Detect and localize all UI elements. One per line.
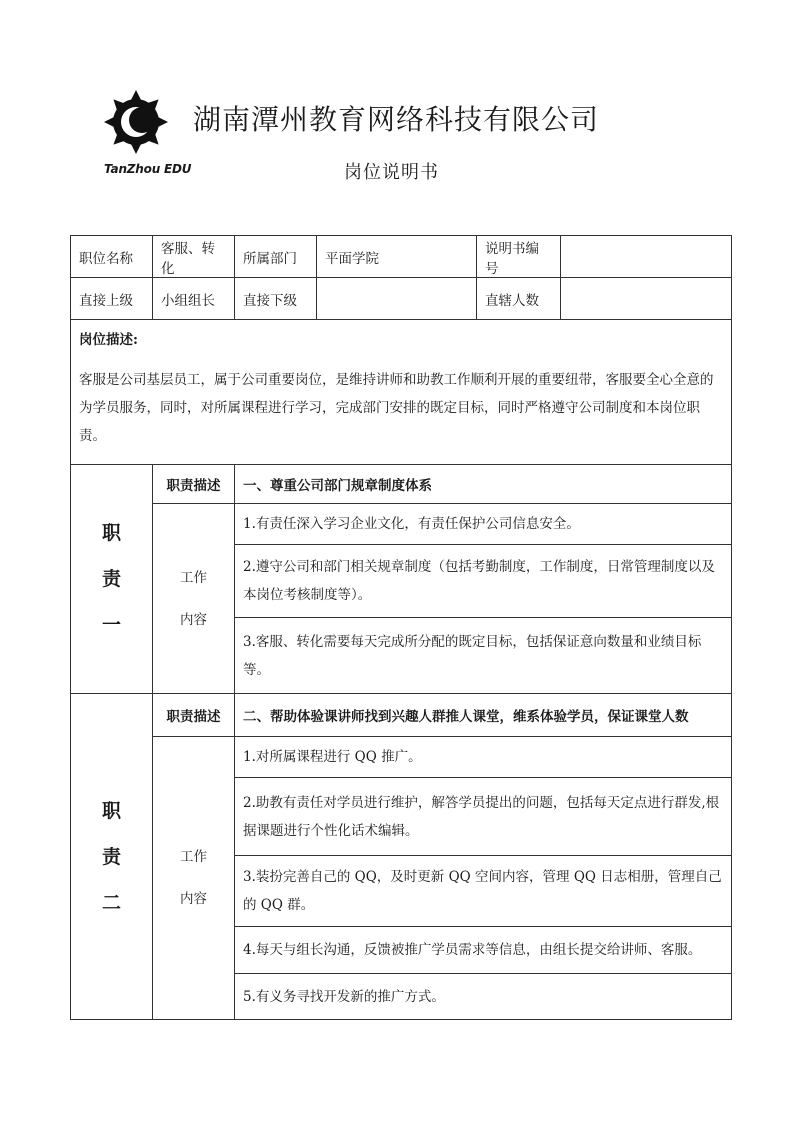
- duty2-item-3: 3.装扮完善自己的 QQ，及时更新 QQ 空间内容，管理 QQ 日志相册，管理自己的 QQ 群。: [235, 856, 732, 927]
- duty1-item-3: 3.客服、转化需要每天完成所分配的既定目标，包括保证意向数量和业绩目标等。: [235, 618, 732, 694]
- doc-no-label: 说明书编号: [477, 236, 561, 278]
- duty2-content-label-line: 工作: [180, 849, 207, 865]
- duty1-label-line: 职: [101, 522, 121, 544]
- duty2-item-1: 1.对所属课程进行 QQ 推广。: [235, 737, 732, 778]
- duty2-label-line: 责: [101, 845, 121, 868]
- duty2-desc-label: 职责描述: [153, 694, 235, 737]
- dept-label: 所属部门: [235, 236, 317, 278]
- duty2-label-line: 二: [101, 891, 121, 914]
- description-cell: [71, 320, 732, 465]
- duty1-label-line: 一: [101, 614, 121, 636]
- duty2-desc-value: 二、帮助体验课讲师找到兴趣人群推人课堂，维系体验学员，保证课堂人数: [235, 694, 732, 737]
- duty2-item-4: 4.每天与组长沟通，反馈被推广学员需求等信息，由组长提交给讲师、客服。: [235, 927, 732, 974]
- info-row-1: [71, 236, 732, 278]
- dept-value: 平面学院: [317, 236, 477, 278]
- duty1-content-label: [153, 504, 235, 694]
- duty2-item-5: 5.有义务寻找开发新的推广方式。: [235, 974, 732, 1020]
- logo-text: TanZhou EDU: [104, 162, 192, 176]
- duty1-desc-row: [71, 465, 732, 504]
- headcount-value: [561, 278, 732, 320]
- job-name-value: 客服、转化: [153, 236, 235, 278]
- description-row: [71, 320, 732, 465]
- duty2-item-2: 2.助教有责任对学员进行维护，解答学员提出的问题，包括每天定点进行群发,根据课题进行个性化话术编辑。: [235, 778, 732, 856]
- duty1-content-label-line: 内容: [180, 611, 207, 628]
- company-name: 湖南潭州教育网络科技有限公司: [193, 103, 600, 136]
- tanzhou-logo-icon: [104, 90, 168, 154]
- job-description-table: [70, 235, 732, 1020]
- headcount-label: 直辖人数: [477, 278, 561, 320]
- info-row-2: [71, 278, 732, 320]
- duty2-content-label: [153, 737, 235, 1020]
- duty1-desc-value: 一、尊重公司部门规章制度体系: [235, 465, 732, 504]
- description-title: 岗位描述:: [79, 332, 138, 348]
- duty2-item-row: [71, 737, 732, 778]
- duty2-desc-row: [71, 694, 732, 737]
- duty2-label: [71, 694, 153, 1020]
- duty1-item-1: 1.有责任深入学习企业文化，有责任保护公司信息安全。: [235, 504, 732, 545]
- superior-value: 小组组长: [153, 278, 235, 320]
- duty1-item-2: 2.遵守公司和部门相关规章制度（包括考勤制度，工作制度，日常管理制度以及本岗位考核制度等）。: [235, 545, 732, 618]
- duty1-label-line: 责: [101, 568, 121, 590]
- job-name-label: 职位名称: [71, 236, 153, 278]
- document-title: 岗位说明书: [344, 162, 439, 183]
- subordinate-value: [317, 278, 477, 320]
- subordinate-label: 直接下级: [235, 278, 317, 320]
- superior-label: 直接上级: [71, 278, 153, 320]
- duty1-content-label-line: 工作: [180, 569, 207, 586]
- doc-no-value: [561, 236, 732, 278]
- duty1-desc-label: 职责描述: [153, 465, 235, 504]
- duty2-label-line: 职: [101, 799, 121, 822]
- duty1-item-row: [71, 504, 732, 545]
- duty1-label: [71, 465, 153, 694]
- duty2-content-label-line: 内容: [180, 891, 207, 907]
- description-body: 客服是公司基层员工，属于公司重要岗位，是维持讲师和助教工作顺利开展的重要纽带，客服要全心全意的为学员服务，同时，对所属课程进行学习，完成部门安排的既定目标，同时严格遵守公司制度和本岗位职责。: [79, 372, 714, 444]
- document-header: [0, 0, 800, 230]
